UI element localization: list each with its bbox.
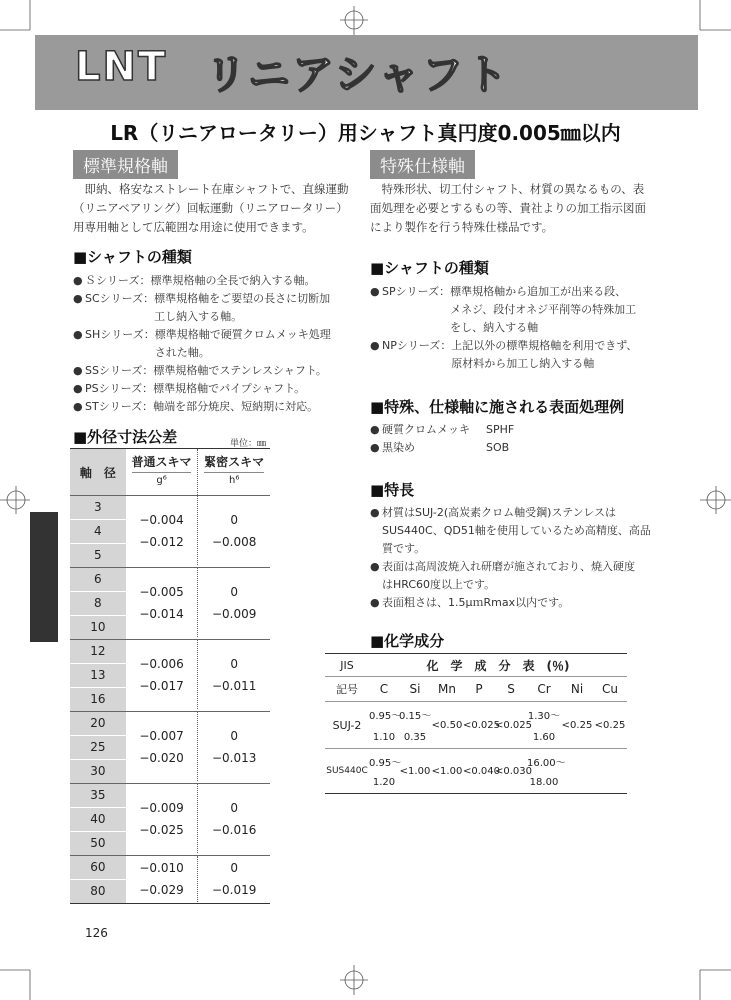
col-shaft-header: 軸 径 (70, 449, 126, 495)
standard-types-heading: ■シャフトの種類 (73, 248, 192, 266)
col-code: 記号 (336, 683, 358, 696)
element-ni: Ni (570, 682, 584, 696)
element-p: P (475, 682, 483, 696)
special-types-heading: ■シャフトの種類 (370, 259, 489, 277)
special-label: 特殊仕様軸 (370, 150, 475, 179)
chemical-row-suj2: SUJ-2 0.95〜 1.10 0.15〜 0.35 <0.50 <0.025 <0.025 1.30〜 1.60 <0.25 <0.25 (325, 702, 627, 749)
tolerance-group (70, 712, 270, 784)
tolerance-group (70, 568, 270, 640)
shaft-diameter: 12 (70, 640, 126, 664)
special-types-list (370, 283, 670, 373)
chemical-element-row (325, 677, 627, 702)
list-item: ● NPシリーズ ：上記以外の標準規格軸を利用できず、 原材料から加工し納入する軸 (370, 339, 638, 370)
tight-tolerance-value: −0.019 (211, 883, 257, 897)
tight-tolerance-value: 0 (230, 800, 238, 815)
unit-label: 単位：㎜ (230, 439, 267, 449)
normal-tolerance-value: −0.009 (139, 800, 184, 815)
special-description: 特殊形状、切工付シャフト、材質の異なるもの、表 面処理を必要とするもの等、貴社よりの加工指示図面 により製作を行う特殊仕様品です。 (370, 182, 646, 234)
element-mn: Mn (438, 682, 456, 696)
list-item: ● SHシリーズ ：標準規格軸で硬質クロムメッキ処理 された軸。 (73, 328, 331, 359)
shaft-diameter: 10 (90, 620, 106, 634)
shaft-diameter: 20 (70, 712, 126, 736)
list-item: ● 表面粗さは、1.5μｍRmax以内です。 (370, 596, 570, 609)
normal-tolerance-value: −0.005 (139, 584, 184, 599)
normal-tolerance-value: −0.004 (139, 512, 184, 527)
element-cr: Cr (537, 682, 551, 696)
tolerance-table (70, 448, 270, 904)
shaft-diameter: 25 (70, 736, 126, 760)
page-number: 126 (85, 926, 108, 940)
list-item: ● 黒染め SOB (370, 441, 510, 454)
col-normal-sub: g⁶ (132, 472, 192, 486)
shaft-diameter: 13 (70, 664, 126, 688)
tight-tolerance-value: 0 (230, 728, 238, 743)
normal-tolerance-value: −0.007 (139, 728, 184, 743)
tight-tolerance-value: −0.011 (211, 678, 257, 693)
shaft-diameter: 30 (90, 764, 106, 778)
list-item: ● 材質はSUJ-2(高炭素クロム軸受鋼)ステンレスは SUS440C、QD51軸を使用しているため高精度、高品 質です。 (370, 506, 651, 555)
shaft-diameter: 6 (70, 568, 126, 592)
page-title: リニアシャフト (205, 50, 510, 99)
normal-tolerance-value: −0.012 (139, 534, 184, 549)
list-item: ● 表面は高周波焼入れ研磨が施されており、焼入硬度 はHRC60度以上です。 (370, 560, 635, 591)
col-tight-sub: h⁶ (204, 472, 264, 486)
tight-tolerance-value: 0 (230, 656, 238, 671)
shaft-diameter: 5 (94, 548, 102, 562)
shaft-diameter: 60 (70, 856, 126, 880)
shaft-diameter: 3 (70, 496, 126, 520)
features-list (370, 504, 670, 612)
list-item: ● SSシリーズ ：標準規格軸でステンレスシャフト。 (73, 364, 327, 377)
normal-tolerance-value: −0.017 (139, 678, 184, 693)
normal-tolerance-value: −0.025 (139, 822, 184, 837)
features-heading: ■特長 (370, 481, 415, 499)
shaft-diameter: 80 (90, 884, 106, 898)
chemical-row-sus440c: SUS440C 0.95〜 1.20 <1.00 <1.00 <0.040 <0.030 16.00〜 18.00 (325, 749, 627, 794)
tight-tolerance-value: −0.013 (211, 750, 257, 765)
surface-heading: ■特殊、仕様軸に施される表面処理例 (370, 398, 625, 416)
page-subtitle: LR（リニアロータリー）用シャフト真円度0.005㎜以内 (110, 121, 621, 145)
shaft-diameter: 8 (70, 592, 126, 616)
chemical-table (325, 653, 627, 794)
chemical-heading: ■化学成分 (370, 632, 445, 650)
shaft-diameter: 50 (90, 836, 106, 850)
element-cu: Cu (602, 682, 618, 696)
list-item: ● SPシリーズ ：標準規格軸から追加工が出来る段、 メネジ、段付オネジ平削等の特殊加工 をし、納入する軸 (370, 285, 637, 334)
list-item: ● STシリーズ ：軸端を部分焼戻、短納期に対応。 (73, 400, 319, 413)
shaft-diameter: 40 (70, 808, 126, 832)
list-item: ● Ｓシリーズ ：標準規格軸の全長で納入する軸。 (73, 274, 316, 287)
tolerance-group (70, 784, 270, 856)
col-tight-header: 緊密スキマ (204, 455, 265, 469)
standard-description: 即納、格安なストレート在庫シャフトで、直線運動 （リニアベアリング）回転運動（リニアロータリー） 用専用軸として広範囲な用途に使用できます。 (73, 182, 349, 234)
shaft-diameter: 35 (70, 784, 126, 808)
chemical-table-title: 化 学 成 分 表 (％) (426, 658, 570, 673)
list-item: ● SCシリーズ ：標準規格軸をご要望の長さに切断加 工し納入する軸。 (73, 292, 331, 323)
col-jis: JIS (340, 658, 354, 672)
standard-types-list (73, 272, 373, 416)
element-c: C (379, 682, 389, 696)
surface-list (370, 421, 670, 457)
normal-tolerance-value: −0.020 (139, 750, 184, 765)
tolerance-group (70, 640, 270, 712)
tolerance-heading: ■外径寸法公差 (73, 428, 178, 446)
tight-tolerance-value: 0 (230, 584, 238, 599)
normal-tolerance-value: −0.006 (139, 656, 184, 671)
list-item: ● PSシリーズ ：標準規格軸でパイプシャフト。 (73, 382, 306, 395)
normal-tolerance-value: −0.029 (139, 883, 184, 897)
tight-tolerance-value: 0 (230, 512, 238, 527)
tight-tolerance-value: −0.008 (211, 534, 257, 549)
standard-label: 標準規格軸 (73, 150, 178, 179)
tolerance-group (70, 496, 270, 568)
normal-tolerance-value: −0.010 (139, 861, 184, 875)
normal-tolerance-value: −0.014 (139, 606, 184, 621)
shaft-diameter: 16 (90, 692, 106, 706)
tolerance-group (70, 856, 270, 904)
section-side-tab (30, 512, 58, 642)
element-si: Si (409, 682, 421, 696)
tight-tolerance-value: −0.009 (211, 606, 257, 621)
brand-logo: LNT (75, 44, 168, 90)
tight-tolerance-value: 0 (230, 861, 238, 875)
col-normal-header: 普通スキマ (131, 455, 192, 469)
shaft-diameter: 4 (70, 520, 126, 544)
element-s: S (507, 682, 515, 696)
tight-tolerance-value: −0.016 (211, 822, 257, 837)
list-item: ● 硬質クロムメッキ SPHF (370, 423, 515, 436)
